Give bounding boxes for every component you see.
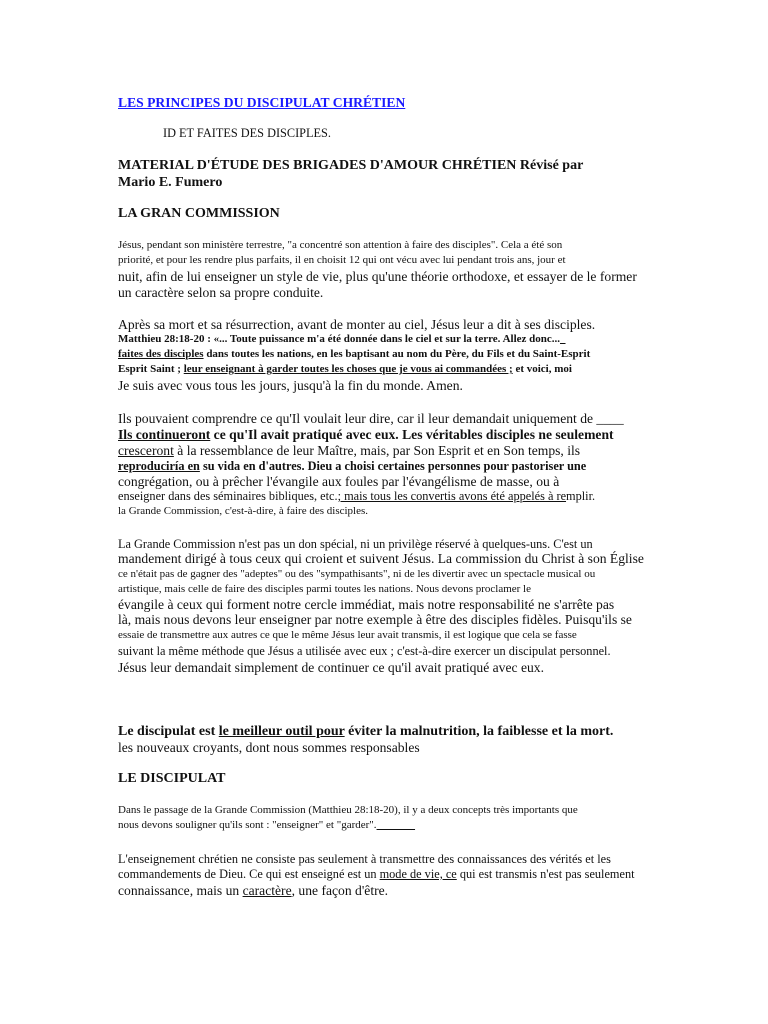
p2-scripture-line — [118, 348, 590, 361]
text: éviter la malnutrition, la faiblesse et la mort. — [344, 724, 614, 739]
p2-scripture-line — [118, 363, 572, 376]
underlined-phrase: le meilleur outil pour — [218, 724, 345, 739]
p4-line: là, mais nous devons leur enseigner par notre exemple à être des disciples fidèles. Puisqu'ils se — [118, 612, 632, 627]
blank-underline — [377, 819, 416, 831]
p4-line: Jésus leur demandait simplement de continuer ce qu'il avait pratiqué avec eux. — [118, 660, 544, 675]
text: connaissance, mais un — [118, 883, 243, 898]
scripture-text: et voici, moi — [512, 363, 572, 375]
p7-line — [118, 883, 388, 899]
underlined-phrase: cresceront — [118, 443, 174, 458]
text: mplir. — [566, 489, 596, 503]
underlined-phrase: mode de vie, ce — [379, 867, 457, 881]
text: ce qu'Il avait pratiqué avec eux. Les véritables disciples ne seulement — [210, 427, 614, 442]
p4-line: ce n'était pas de gagner des "adeptes" ou des "sympathisants", ni de les divertir avec un spectacle musical ou — [118, 568, 596, 580]
text: nous devons souligner qu'ils sont : "enseigner" et "garder". — [118, 819, 377, 831]
p7-line — [118, 867, 635, 881]
blank-underline — [560, 333, 566, 345]
p1-line: Jésus, pendant son ministère terrestre, "a concentré son attention à faire des disciples". Cela a été son — [118, 239, 563, 251]
p6-line: Dans le passage de la Grande Commission (Matthieu 28:18-20), il y a deux concepts très importants que — [118, 804, 578, 816]
p1-line: priorité, et pour les rendre plus parfaits, il en choisit 12 qui ont vécu avec lui pendant trois ans, jour et — [118, 254, 566, 266]
p3-line: la Grande Commission, c'est-à-dire, à faire des disciples. — [118, 505, 369, 517]
text: commandements de Dieu. Ce qui est enseigné est un — [118, 867, 380, 881]
underlined-phrase: ; mais tous les convertis avons été appelés à re — [337, 489, 567, 503]
underlined-phrase: faites des disciples — [118, 348, 204, 360]
p4-line: évangile à ceux qui forment notre cercle immédiat, mais notre responsabilité ne s'arrête pas — [118, 597, 615, 612]
p1-line: nuit, afin de lui enseigner un style de vie, plus qu'une théorie orthodoxe, et essayer de le former — [118, 269, 637, 284]
material-heading-line-1: MATERIAL D'ÉTUDE DES BRIGADES D'AMOUR CHRÉTIEN Révisé par — [118, 158, 584, 173]
document-title-link[interactable] — [118, 94, 443, 112]
p6-line — [118, 819, 415, 832]
p4-line: essaie de transmettre aux autres ce que le même Jésus leur avait transmis, il est logique que cela se fasse — [118, 629, 577, 641]
p1-line: un caractère selon sa propre conduite. — [118, 285, 324, 300]
underlined-phrase: caractère — [242, 883, 292, 898]
underlined-phrase: leur enseignant à garder toutes les choses que je vous ai commandées ; — [183, 363, 513, 375]
text: Le discipulat est — [118, 724, 219, 739]
scripture-text: Esprit Saint ; — [118, 363, 184, 375]
heading-le-discipulat: LE DISCIPULAT — [118, 771, 226, 786]
p5-line: les nouveaux croyants, dont nous sommes responsables — [118, 740, 420, 755]
p3-line — [118, 489, 595, 503]
p2-line: Je suis avec vous tous les jours, jusqu'à la fin du monde. Amen. — [118, 378, 463, 393]
p4-line: artistique, mais celle de faire des disciples parmi toutes les nations. Nous devons proclamer le — [118, 583, 531, 595]
text: enseigner dans des séminaires bibliques, etc. — [118, 489, 338, 503]
title-text[interactable]: LES PRINCIPES DU DISCIPULAT CHRÉTIEN — [118, 95, 406, 110]
p3-line: Ils pouvaient comprendre ce qu'Il voulait leur dire, car il leur demandait uniquement de ____ — [118, 411, 624, 426]
underlined-phrase: reproduciría en — [118, 459, 200, 473]
p3-line — [118, 427, 614, 443]
p3-line — [118, 459, 586, 473]
p7-line: L'enseignement chrétien ne consiste pas seulement à transmettre des connaissances des vérités et les — [118, 852, 611, 866]
text: qui est transmis n'est pas seulement — [456, 867, 635, 881]
p5-line — [118, 724, 613, 740]
text: à la ressemblance de leur Maître, mais, par Son Esprit et en Son temps, ils — [173, 443, 581, 458]
subtitle: ID ET FAITES DES DISCIPLES. — [163, 126, 331, 140]
p3-line — [118, 443, 580, 459]
p2-line: Après sa mort et sa résurrection, avant de monter au ciel, Jésus leur a dit à ses disciples. — [118, 317, 596, 332]
material-heading-line-2: Mario E. Fumero — [118, 175, 223, 190]
p3-line: congrégation, ou à prêcher l'évangile aux foules par l'évangélisme de masse, ou à — [118, 474, 560, 489]
p2-scripture-line — [118, 333, 566, 346]
text: , une façon d'être. — [291, 883, 389, 898]
p4-line: mandement dirigé à tous ceux qui croient et suivent Jésus. La commission du Christ à son Église — [118, 551, 644, 566]
scripture-text: Matthieu 28:18-20 : «... Toute puissance m'a été donnée dans le ciel et sur la terre. Allez donc... — [118, 333, 561, 345]
text: su vida en d'autres. Dieu a choisi certaines personnes pour pastoriser une — [199, 459, 587, 473]
scripture-text: dans toutes les nations, en les baptisant au nom du Père, du Fils et du Saint-Esprit — [203, 348, 591, 360]
underlined-phrase: Ils continueront — [118, 427, 211, 442]
heading-gran-commission: LA GRAN COMMISSION — [118, 206, 280, 221]
p4-line: suivant la même méthode que Jésus a utilisée avec eux ; c'est-à-dire exercer un discipulat personnel. — [118, 644, 611, 658]
p4-line: La Grande Commission n'est pas un don spécial, ni un privilège réservé à quelques-uns. C'est un — [118, 537, 593, 551]
